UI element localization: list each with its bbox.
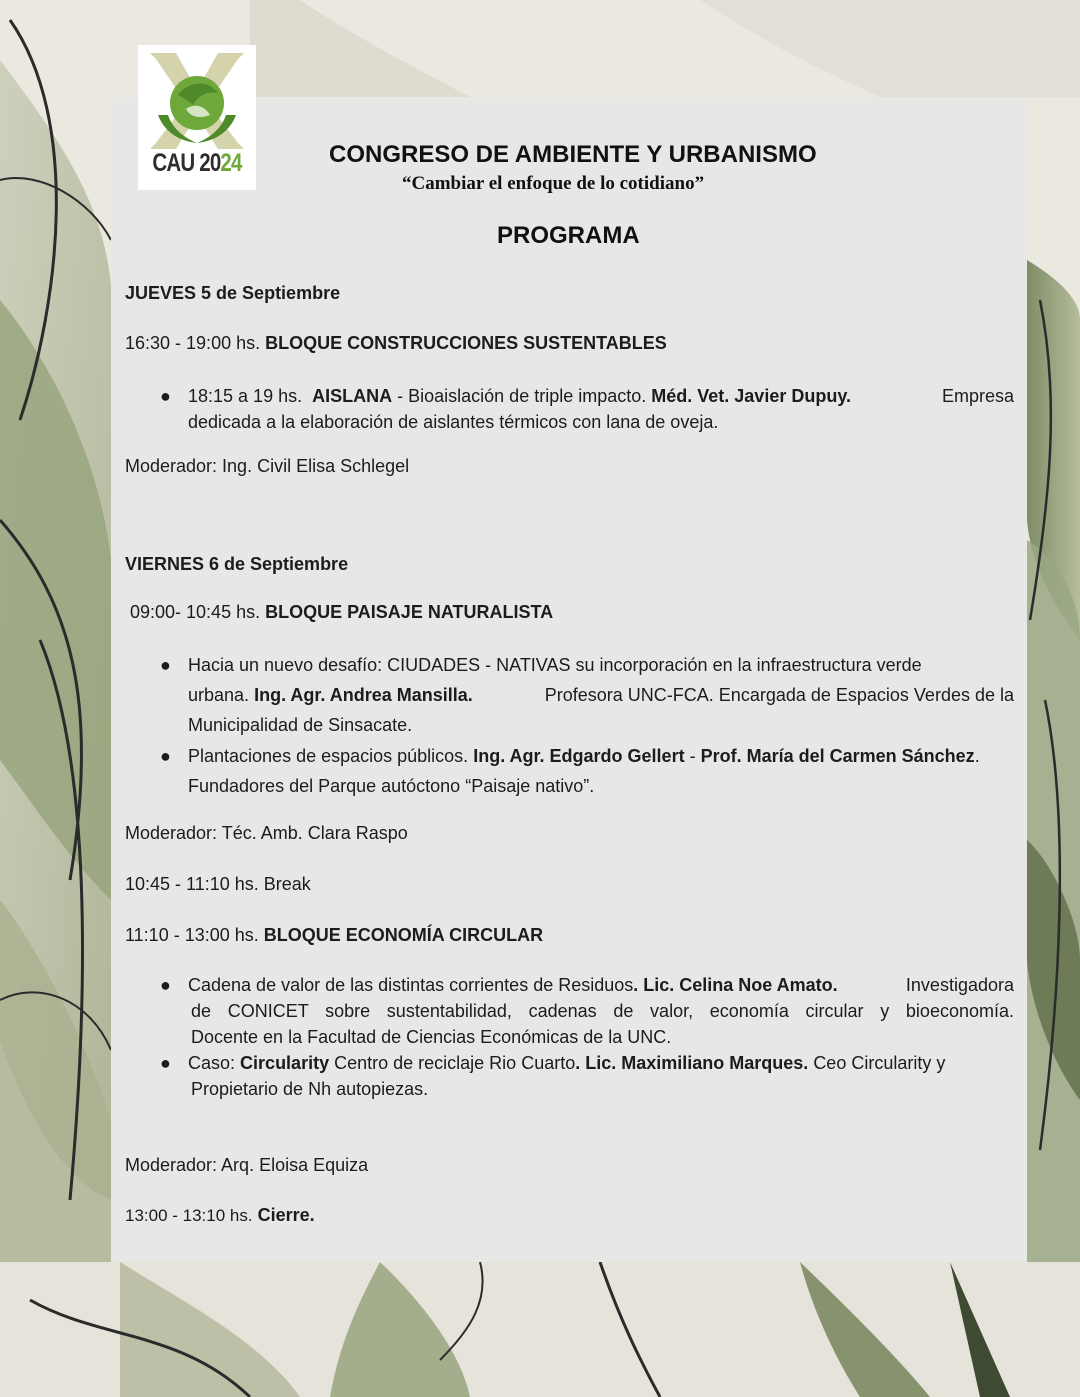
congress-subtitle: “Cambiar el enfoque de lo cotidiano” bbox=[402, 173, 705, 194]
bullet-icon: ● bbox=[160, 655, 171, 675]
program-heading: PROGRAMA bbox=[497, 222, 640, 249]
day2-title: VIERNES 6 de Septiembre bbox=[125, 554, 349, 574]
bullet-icon: ● bbox=[160, 386, 171, 406]
day2-block1-heading: 09:00- 10:45 hs. BLOQUE PAISAJE NATURALISTA bbox=[130, 602, 554, 622]
day2-block2-item-2: ● Caso: Circularity Centro de reciclaje Rio Cuarto. Lic. Maximiliano Marques. Ceo Circularity y Propietario de Nh autopiezas. bbox=[188, 1050, 1014, 1102]
day2-block1-item-2: ● Plantaciones de espacios públicos. Ing. Agr. Edgardo Gellert - Prof. María del Carmen Sánchez. Fundadores del Parque autóctono “Paisaje nativo”. bbox=[188, 741, 1014, 801]
day2-block1-moderator: Moderador: Téc. Amb. Clara Raspo bbox=[125, 823, 408, 843]
day1-moderator: Moderador: Ing. Civil Elisa Schlegel bbox=[125, 456, 410, 476]
day2-block2-moderator: Moderador: Arq. Eloisa Equiza bbox=[125, 1155, 369, 1175]
day1-block1-heading: 16:30 - 19:00 hs. BLOQUE CONSTRUCCIONES SUSTENTABLES bbox=[125, 333, 667, 353]
closing-line: 13:00 - 13:10 hs. Cierre. bbox=[125, 1205, 315, 1225]
bullet-icon: ● bbox=[160, 746, 171, 766]
congress-title: CONGRESO DE AMBIENTE Y URBANISMO bbox=[329, 141, 817, 168]
day2-break: 10:45 - 11:10 hs. Break bbox=[125, 874, 311, 894]
logo-text: CAU 2024 bbox=[152, 149, 242, 177]
day2-block1-item-1: ● Hacia un nuevo desafío: CIUDADES - NATIVAS su incorporación en la infraestructura verde urbana. Ing. Agr. Andrea Mansilla. Profesora UNC-FCA. Encargada de Espacios Verdes de la Municipalidad de Sinsacate. bbox=[188, 650, 1014, 740]
bullet-icon: ● bbox=[160, 975, 171, 995]
cau-2024-logo bbox=[138, 45, 256, 190]
day1-title: JUEVES 5 de Septiembre bbox=[125, 283, 341, 303]
day2-block2-heading: 11:10 - 13:00 hs. BLOQUE ECONOMÍA CIRCULAR bbox=[125, 925, 544, 945]
day1-block1-item-1: ● 18:15 a 19 hs. AISLANA - Bioaislación de triple impacto. Méd. Vet. Javier Dupuy. Empresa dedicada a la elaboración de aislantes térmicos con lana de oveja. bbox=[160, 386, 1014, 432]
day2-block2-item-1: ● Cadena de valor de las distintas corrientes de Residuos. Lic. Celina Noe Amato. Investigadora de CONICET sobre sustentabilidad, cadenas de valor, economía circular y bioeconomía. Docente en la Facultad de Ciencias Económicas de la UNC. bbox=[188, 972, 1014, 1050]
bullet-icon: ● bbox=[160, 1053, 171, 1073]
